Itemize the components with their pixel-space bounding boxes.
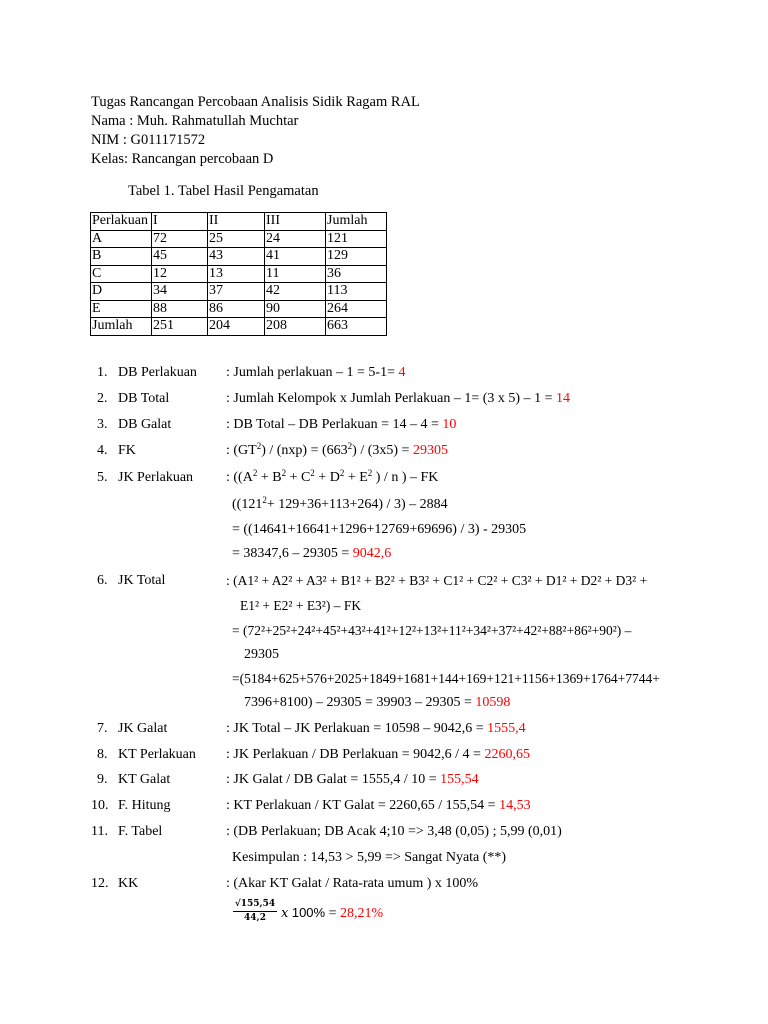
item-number: 2. bbox=[97, 391, 108, 406]
table-cell: 72 bbox=[152, 230, 208, 248]
table-row bbox=[91, 265, 387, 283]
result-value: 2260,65 bbox=[484, 747, 530, 762]
item-label: JK Galat bbox=[118, 721, 168, 736]
item-formula: : DB Total – DB Perlakuan = 14 – 4 = 10 bbox=[226, 417, 457, 432]
table-row bbox=[91, 230, 387, 248]
item-number: 11. bbox=[91, 824, 108, 839]
table-cell: 11 bbox=[265, 265, 326, 283]
item-formula: : KT Perlakuan / KT Galat = 2260,65 / 155,54 = 14,53 bbox=[226, 798, 531, 813]
item-label: DB Galat bbox=[118, 417, 172, 432]
kk-expression: x 100% = 28,21% bbox=[281, 905, 384, 921]
item-formula: : JK Total – JK Perlakuan = 10598 – 9042,6 = 1555,4 bbox=[226, 721, 526, 736]
item-label: KT Perlakuan bbox=[118, 747, 196, 762]
table-row bbox=[91, 300, 387, 318]
item-number: 6. bbox=[97, 573, 108, 588]
result-value: 1555,4 bbox=[487, 721, 526, 736]
result-value: 14,53 bbox=[499, 798, 531, 813]
fraction-denominator: 44,2 bbox=[244, 913, 266, 923]
table-row bbox=[91, 283, 387, 301]
table-cell: C bbox=[91, 265, 152, 283]
item-formula: : JK Perlakuan / DB Perlakuan = 9042,6 / 4 = 2260,65 bbox=[226, 747, 530, 762]
table-cell: 121 bbox=[326, 230, 387, 248]
item-label: FK bbox=[118, 443, 136, 458]
calc-jk-total-line-5: =(5184+625+576+2025+1849+1681+144+169+121+1156+1369+1764+7744+ bbox=[232, 671, 660, 686]
item-label: JK Perlakuan bbox=[118, 470, 194, 485]
table-header-cell: II bbox=[208, 213, 265, 231]
table-cell: 204 bbox=[208, 318, 265, 336]
table-cell: 41 bbox=[265, 248, 326, 266]
calc-jk-perlakuan-line-2: $((121^2+ 129+36+113+264) / 3) - 2884$ bbox=[232, 495, 448, 512]
item-formula: : Jumlah Kelompok x Jumlah Perlakuan – 1= (3 x 5) – 1 = 14 bbox=[226, 391, 570, 406]
item-label: KK bbox=[118, 876, 139, 891]
item-number: 12. bbox=[91, 876, 109, 891]
item-label: KT Galat bbox=[118, 772, 171, 787]
item-formula: : (Akar KT Galat / Rata-rata umum ) x 100% bbox=[226, 876, 479, 891]
item-formula: : (DB Perlakuan; DB Acak 4;10 => 3,48 (0,05) ; 5,99 (0,01) bbox=[226, 824, 562, 839]
table-cell: Jumlah bbox=[91, 318, 152, 336]
table-cell: E bbox=[91, 300, 152, 318]
item-number: 5. bbox=[97, 470, 108, 485]
table-cell: 42 bbox=[265, 283, 326, 301]
item-formula: : $(GT^2) / (nxp) = (663^2) / (3x5) = 29305$ bbox=[226, 441, 448, 458]
table-cell: 36 bbox=[326, 265, 387, 283]
item-number: 4. bbox=[97, 443, 108, 458]
observation-table bbox=[90, 212, 387, 336]
result-value: 29305 bbox=[412, 443, 448, 458]
result-value: 4 bbox=[398, 365, 406, 380]
student-name: Nama : Muh. Rahmatullah Muchtar bbox=[91, 113, 299, 129]
calc-jk-total-line-4: 29305 bbox=[244, 647, 279, 662]
result-value: 9042,6 bbox=[352, 546, 392, 561]
table-cell: 34 bbox=[152, 283, 208, 301]
result-value: 10 bbox=[442, 417, 457, 432]
calc-jk-perlakuan-line-4: = 38347,6 – 29305 = 9042,6 bbox=[232, 546, 392, 561]
table-cell: 45 bbox=[152, 248, 208, 266]
table-row bbox=[91, 318, 387, 336]
table-cell: 90 bbox=[265, 300, 326, 318]
result-value: 155,54 bbox=[440, 772, 479, 787]
table-cell: 43 bbox=[208, 248, 265, 266]
document-header bbox=[91, 93, 420, 169]
table-cell: 13 bbox=[208, 265, 265, 283]
table-header-cell: III bbox=[265, 213, 326, 231]
table-cell: 25 bbox=[208, 230, 265, 248]
result-value: 10598 bbox=[475, 695, 511, 710]
table-cell: 251 bbox=[152, 318, 208, 336]
conclusion-line: Kesimpulan : 14,53 > 5,99 => Sangat Nyata (**) bbox=[232, 850, 507, 865]
assignment-title: Tugas Rancangan Percobaan Analisis Sidik Ragam RAL bbox=[91, 94, 420, 110]
table-cell: 208 bbox=[265, 318, 326, 336]
table-cell: B bbox=[91, 248, 152, 266]
class-name: Kelas: Rancangan percobaan D bbox=[91, 151, 274, 167]
table-cell: 37 bbox=[208, 283, 265, 301]
item-label: DB Perlakuan bbox=[118, 365, 197, 380]
table-header-cell: I bbox=[152, 213, 208, 231]
table-cell: D bbox=[91, 283, 152, 301]
percent-factor: 100% bbox=[291, 905, 326, 920]
table-cell: 12 bbox=[152, 265, 208, 283]
table-header-row bbox=[91, 213, 387, 231]
calc-jk-perlakuan-line-3: = ((14641+16641+1296+12769+69696) / 3) - 29305 bbox=[232, 522, 527, 537]
table-row bbox=[91, 248, 387, 266]
student-nim: NIM : G011171572 bbox=[91, 132, 206, 148]
item-label: JK Total bbox=[118, 573, 166, 588]
result-value: 14 bbox=[555, 391, 570, 406]
item-formula-line: : (($A^2 + B^2 + C^2 + D^2 + E^2$ ) / n ) – FK bbox=[226, 468, 439, 485]
item-label: DB Total bbox=[118, 391, 170, 406]
item-number: 1. bbox=[97, 365, 108, 380]
item-number: 9. bbox=[97, 772, 108, 787]
item-label: F. Hitung bbox=[118, 798, 171, 813]
table-cell: 113 bbox=[326, 283, 387, 301]
item-formula-line: : (A1² + A2² + A3² + B1² + B2² + B3² + C1² + C2² + C3² + D1² + D2² + D3² + bbox=[226, 573, 648, 588]
times-sign: x bbox=[281, 906, 289, 921]
table-cell: 24 bbox=[265, 230, 326, 248]
item-formula: : JK Galat / DB Galat = 1555,4 / 10 = 155,54 bbox=[226, 772, 479, 787]
table-header-cell: Perlakuan bbox=[91, 213, 152, 231]
calc-jk-total-line-2: E1² + E2² + E3²) – FK bbox=[240, 598, 362, 613]
item-number: 3. bbox=[97, 417, 108, 432]
table-caption: Tabel 1. Tabel Hasil Pengamatan bbox=[128, 183, 319, 199]
item-number: 7. bbox=[97, 721, 108, 736]
table-cell: 129 bbox=[326, 248, 387, 266]
table-cell: 86 bbox=[208, 300, 265, 318]
table-header-cell: Jumlah bbox=[326, 213, 387, 231]
table-cell: A bbox=[91, 230, 152, 248]
item-label: F. Tabel bbox=[118, 824, 163, 839]
table-cell: 663 bbox=[326, 318, 387, 336]
result-value: 28,21% bbox=[340, 906, 384, 921]
table-cell: 264 bbox=[326, 300, 387, 318]
table-cell: 88 bbox=[152, 300, 208, 318]
item-number: 10. bbox=[91, 798, 109, 813]
item-number: 8. bbox=[97, 747, 108, 762]
item-formula: : Jumlah perlakuan – 1 = 5-1= 4 bbox=[226, 365, 406, 380]
calc-jk-total-line-6: 7396+8100) – 29305 = 39903 – 29305 = 10598 bbox=[244, 695, 511, 710]
fraction-numerator: √155,54 bbox=[233, 899, 277, 912]
kk-fraction bbox=[233, 899, 277, 924]
calc-jk-total-line-3: = (72²+25²+24²+45²+43²+41²+12²+13²+11²+34²+37²+42²+88²+86²+90²) – bbox=[232, 623, 632, 638]
